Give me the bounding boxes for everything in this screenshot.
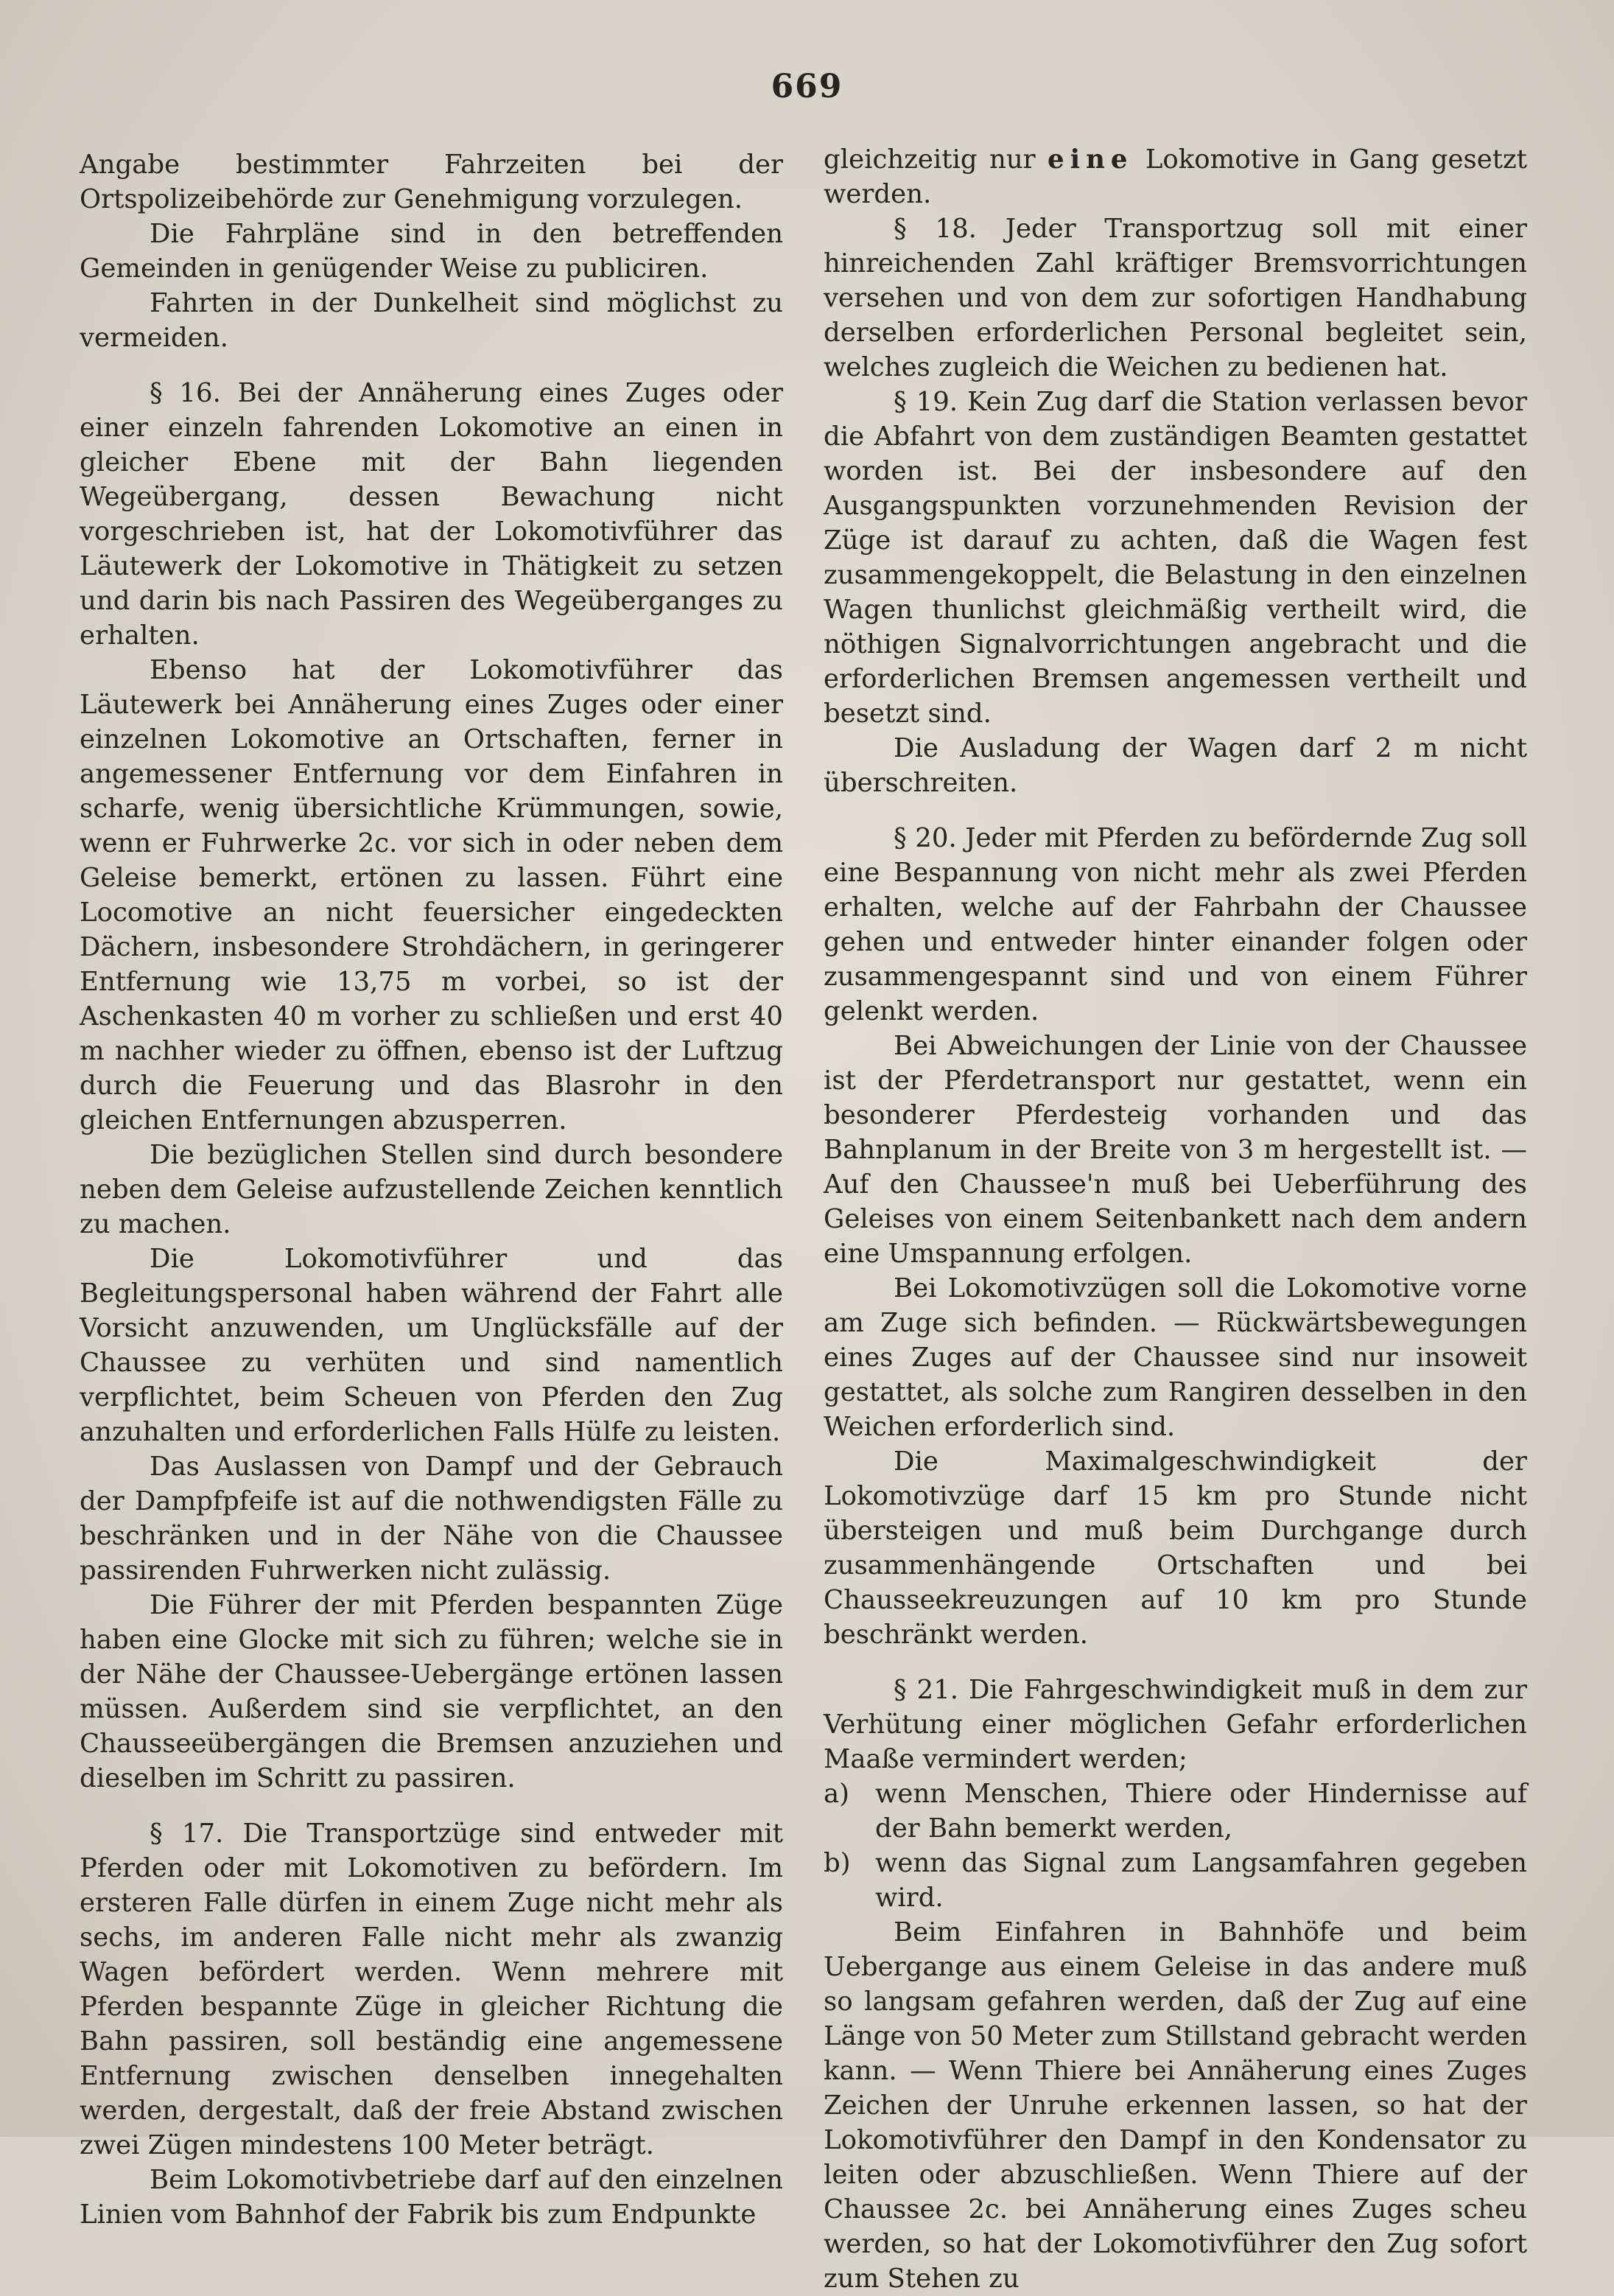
left-column <box>80 147 783 2232</box>
section-21-paragraph: § 21. Die Fahrgeschwindigkeit muß in dem zur Verhütung einer möglichen Gefahr erforderlichen Maaße vermindert werden; <box>824 1675 1527 1774</box>
paragraph: Ebenso hat der Lokomotivführer das Läutewerk bei Annäherung eines Zuges oder einer einzelnen Lokomotive an Ortschaften, ferner in angemessener Entfernung vor dem Einfahren in scharfe, wenig übersichtliche Krümmungen, sowie, wenn er Fuhrwerke 2c. vor sich in oder neben dem Geleise bemerkt, ertönen zu lassen. Führt eine Locomotive an nicht feuersicher eingedeckten Dächern, insbesondere Strohdächern, in geringerer Entfernung wie 13,75 m vorbei, so ist der Aschenkasten 40 m vorher zu schließen und erst 40 m nachher wieder zu öffnen, ebenso ist der Luftzug durch die Feuerung und das Blasrohr in den gleichen Entfernungen abzusperren. <box>80 655 783 1135</box>
paragraph <box>824 142 1527 211</box>
paragraph: Bei Lokomotivzügen soll die Lokomotive vorne am Zuge sich befinden. — Rückwärtsbewegungen eines Zuges auf der Chaussee sind nur insoweit gestattet, als solche zum Rangiren desselben in den Weichen erforderlich sind. <box>824 1273 1527 1442</box>
paragraph: Beim Einfahren in Bahnhöfe und beim Uebergange aus einem Geleise in das andere muß so langsam gefahren werden, daß der Zug auf eine Länge von 50 Meter zum Stillstand gebracht werden kann. — Wenn Thiere bei Annäherung eines Zuges Zeichen der Unruhe erkennen lassen, so hat der Lokomotivführer den Dampf in den Kondensator zu leiten oder abzuschließen. Wenn Thiere auf der Chaussee 2c. bei Annäherung eines Zuges scheu werden, so hat der Lokomotivführer den Zug sofort zum Stehen zu <box>824 1917 1527 2294</box>
text-run: gleichzeitig nur <box>824 144 1048 175</box>
paragraph: Angabe bestimmter Fahrzeiten bei der Ortspolizeibehörde zur Genehmigung vorzulegen. <box>80 150 783 214</box>
list-item-text: wenn das Signal zum Langsamfahren gegeben wird. <box>875 1848 1527 1913</box>
paragraph: Die bezüglichen Stellen sind durch besondere neben dem Geleise aufzustellende Zeichen kenntlich zu machen. <box>80 1140 783 1239</box>
section-16-paragraph: § 16. Bei der Annäherung eines Zuges oder einer einzeln fahrenden Lokomotive an einen in gleicher Ebene mit der Bahn liegenden Wegeübergang, dessen Bewachung nicht vorgeschrieben ist, hat der Lokomotivführer das Läutewerk der Lokomotive in Thätigkeit zu setzen und darin bis nach Passiren des Wegeüberganges zu erhalten. <box>80 378 783 651</box>
section-20-paragraph: § 20. Jeder mit Pferden zu befördernde Zug soll eine Bespannung von nicht mehr als zwei Pferden erhalten, welche auf der Fahrbahn der Chaussee gehen und entweder hinter einander folgen oder zusammengespannt sind und von einem Führer gelenkt werden. <box>824 823 1527 1026</box>
text-run: Lokomotive in Gang gesetzt werden. <box>824 144 1527 209</box>
paragraph: Fahrten in der Dunkelheit sind möglichst zu vermeiden. <box>80 288 783 353</box>
paragraph: Beim Lokomotivbetriebe darf auf den einzelnen Linien vom Bahnhof der Fabrik bis zum Endpunkte <box>80 2165 783 2230</box>
paragraph: Die Führer der mit Pferden bespannten Züge haben eine Glocke mit sich zu führen; welche sie in der Nähe der Chaussee-Uebergänge ertönen lassen müssen. Außerdem sind sie verpflichtet, an den Chausseeübergängen die Bremsen anzuziehen und dieselben im Schritt zu passiren. <box>80 1590 783 1793</box>
paragraph: Die Maximalgeschwindigkeit der Lokomotivzüge darf 15 km pro Stunde nicht übersteigen und muß beim Durchgange durch zusammenhängende Ortschaften und bei Chausseekreuzungen auf 10 km pro Stunde beschränkt werden. <box>824 1446 1527 1650</box>
list-item <box>824 1777 1527 1846</box>
list-item <box>824 1846 1527 1915</box>
paragraph: Das Auslassen von Dampf und der Gebrauch der Dampfpfeife ist auf die nothwendigsten Fälle zu beschränken und in der Nähe von die Chaussee passirenden Fuhrwerken nicht zulässig. <box>80 1452 783 1586</box>
paragraph: Bei Abweichungen der Linie von der Chaussee ist der Pferdetransport nur gestattet, wenn ein besonderer Pferdesteig vorhanden und das Bahnplanum in der Breite von 3 m hergestellt ist. — Auf den Chaussee'n muß bei Ueberführung des Geleises von einem Seitenbankett nach dem andern eine Umspannung erfolgen. <box>824 1031 1527 1269</box>
list-item-label: b) <box>824 1848 851 1878</box>
section-19-paragraph: § 19. Kein Zug darf die Station verlassen bevor die Abfahrt von dem zuständigen Beamten gestattet worden ist. Bei der insbesondere auf den Ausgangspunkten vorzunehmenden Revision der Züge ist darauf zu achten, daß die Wagen fest zusammengekoppelt, die Belastung in den einzelnen Wagen thunlichst gleichmäßig vertheilt wird, die nöthigen Signalvorrichtungen angebracht und die erforderlichen Bremsen angemessen vertheilt und besetzt sind. <box>824 387 1527 729</box>
page-number: 669 <box>771 68 843 105</box>
section-17-paragraph: § 17. Die Transportzüge sind entweder mit Pferden oder mit Lokomotiven zu befördern. Im ersteren Falle dürfen in einem Zuge nicht mehr als sechs, im anderen Falle nicht mehr als zwanzig Wagen befördert werden. Wenn mehrere mit Pferden bespannte Züge in gleicher Richtung die Bahn passiren, soll beständig eine angemessene Entfernung zwischen denselben innegehalten werden, dergestalt, daß der freie Abstand zwischen zwei Zügen mindestens 100 Meter beträgt. <box>80 1819 783 2160</box>
right-column <box>824 142 1527 2296</box>
paragraph: Die Ausladung der Wagen darf 2 m nicht überschreiten. <box>824 733 1527 798</box>
list-item-label: a) <box>824 1779 850 1809</box>
list-item-text: wenn Menschen, Thiere oder Hindernisse auf der Bahn bemerkt werden, <box>875 1779 1527 1844</box>
paragraph: Die Fahrpläne sind in den betreffenden Gemeinden in genügender Weise zu publiciren. <box>80 219 783 284</box>
emphasized-word: eine <box>1048 144 1134 175</box>
paragraph: Die Lokomotivführer und das Begleitungspersonal haben während der Fahrt alle Vorsicht anzuwenden, um Unglücksfälle auf der Chaussee zu verhüten und sind namentlich verpflichtet, beim Scheuen von Pferden den Zug anzuhalten und erforderlichen Falls Hülfe zu leisten. <box>80 1244 783 1447</box>
section-18-paragraph: § 18. Jeder Transportzug soll mit einer hinreichenden Zahl kräftiger Bremsvorrichtungen versehen und von dem zur sofortigen Handhabung derselben erforderlichen Personal begleitet sein, welches zugleich die Weichen zu bedienen hat. <box>824 214 1527 382</box>
